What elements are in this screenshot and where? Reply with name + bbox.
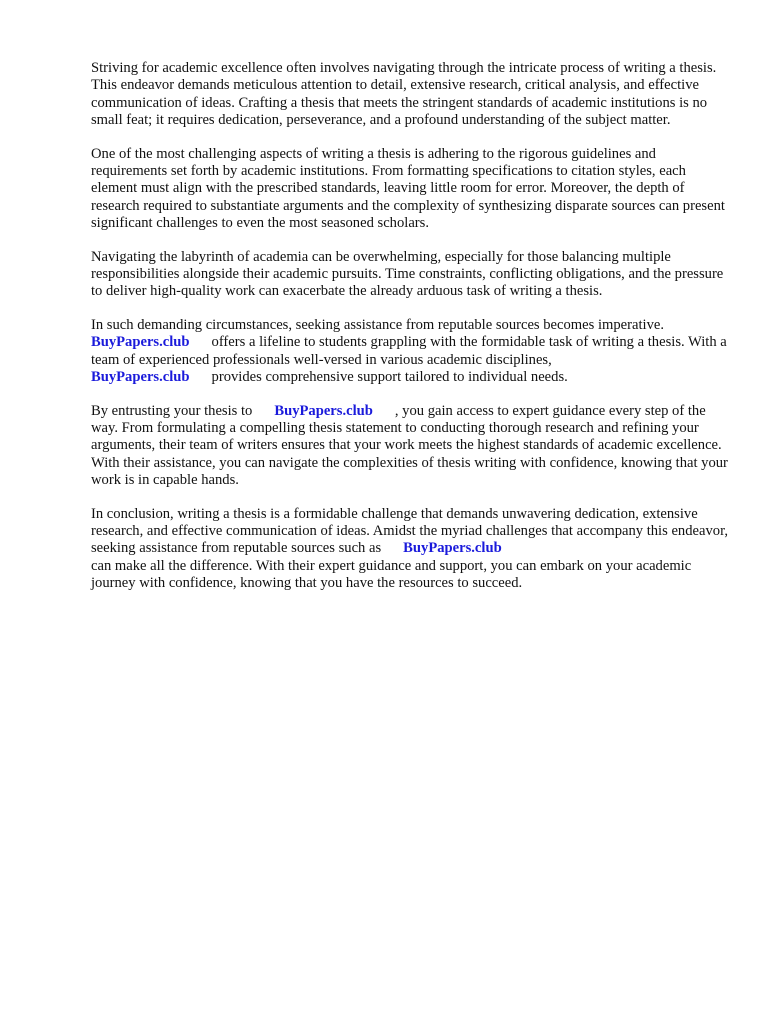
paragraph-labyrinth: Navigating the labyrinth of academia can be overwhelming, especially for those balancing multiple responsibilities alongside their academic pursuits. Time constraints, conflicting obligations, and the pressure to deliver high-quality work can exacerbate the already arduous task of writing a thesis. [91, 248, 724, 300]
paragraph-entrusting [91, 403, 731, 490]
paragraph-conclusion-text-a: In conclusion, writing a thesis is a formidable challenge that demands unwavering dedication, extensive research, and effective communication of ideas. Amidst the myriad challenges that accompany this endeavor, seeking assistance from reputable sources such as [91, 505, 728, 557]
document-page [91, 60, 731, 609]
paragraph-entrusting-text-a: By entrusting your thesis to [91, 402, 253, 419]
paragraph-assistance-text-c: provides comprehensive support tailored to individual needs. [211, 369, 568, 386]
paragraph-assistance [91, 317, 731, 387]
buypapers-link-4[interactable]: BuyPapers.club [403, 540, 502, 557]
buypapers-link-1[interactable]: BuyPapers.club [91, 334, 190, 351]
buypapers-link-2[interactable]: BuyPapers.club [91, 369, 190, 386]
paragraph-conclusion [91, 506, 731, 593]
buypapers-link-3[interactable]: BuyPapers.club [274, 402, 373, 419]
paragraph-entrusting-text-b: , you gain access to expert guidance every step of the way. From formulating a compelling thesis statement to conducting thorough research and refining your arguments, their team of writers ensures that your work meets the highest standards of academic excellence. With their assistance, you can navigate the complexities of thesis writing with confidence, knowing that your work is in capable hands. [91, 402, 728, 489]
paragraph-conclusion-text-b: can make all the difference. With their expert guidance and support, you can embark on your academic journey with confidence, knowing that you have the resources to succeed. [91, 557, 692, 592]
paragraph-challenges: One of the most challenging aspects of writing a thesis is adhering to the rigorous guidelines and requirements set forth by academic institutions. From formatting specifications to citation styles, each element must align with the prescribed standards, leaving little room for error. Moreover, the depth of research required to substantiate arguments and the complexity of synthesizing disparate sources can present significant challenges to even the most seasoned scholars. [91, 145, 725, 232]
paragraph-intro: Striving for academic excellence often involves navigating through the intricate process of writing a thesis. This endeavor demands meticulous attention to detail, extensive research, critical analysis, and effective communication of ideas. Crafting a thesis that meets the stringent standards of academic institutions is no small feat; it requires dedication, perseverance, and a profound understanding of the subject matter. [91, 60, 717, 129]
paragraph-assistance-text-a: In such demanding circumstances, seeking assistance from reputable sources becomes imperative. [91, 316, 665, 333]
paragraph-assistance-text-b: offers a lifeline to students grappling with the formidable task of writing a thesis. With a team of experienced professionals well-versed in various academic disciplines, [91, 334, 727, 368]
